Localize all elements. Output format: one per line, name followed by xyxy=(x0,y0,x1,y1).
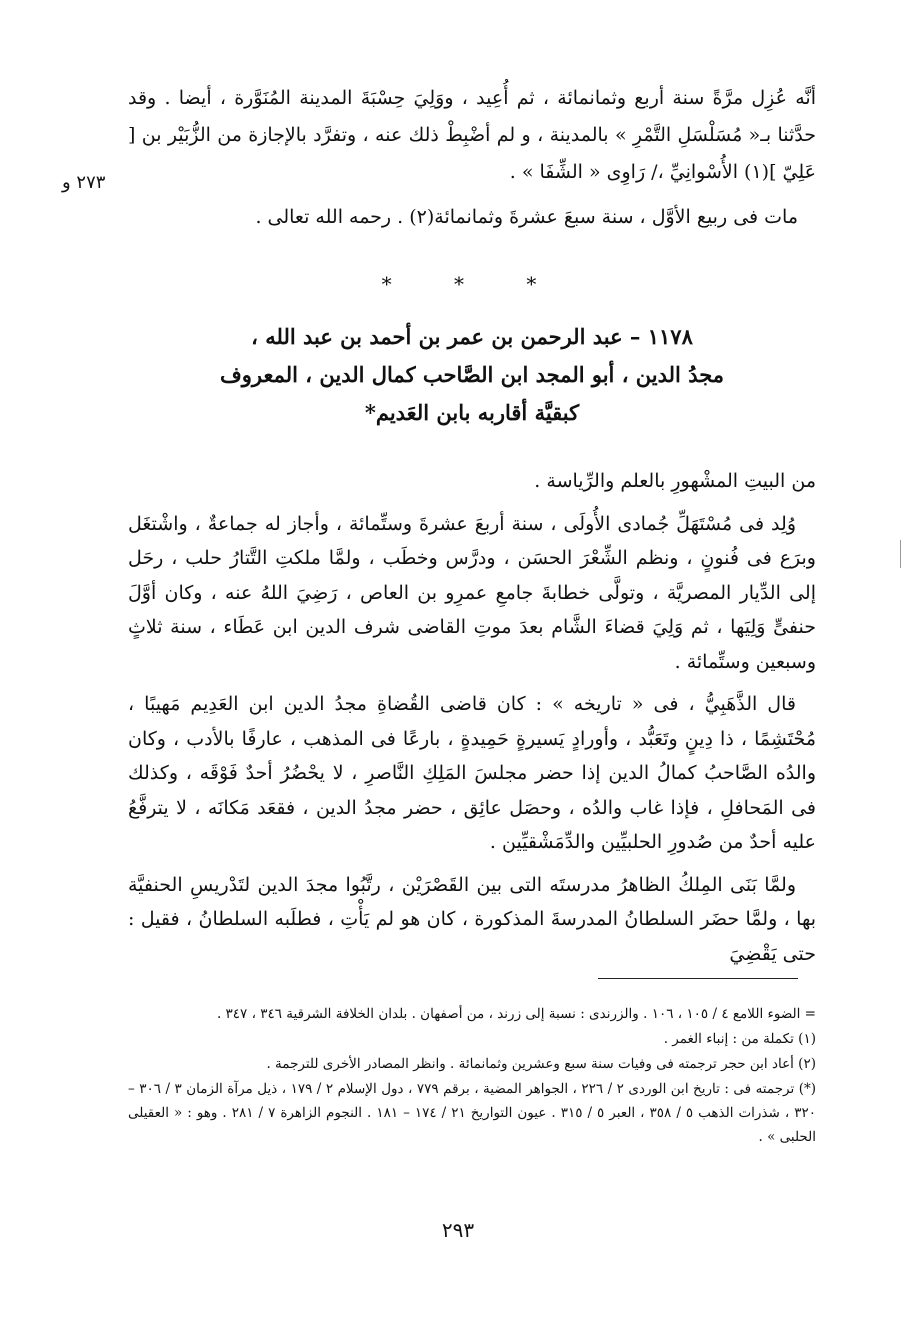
entry-body xyxy=(128,456,816,971)
scan-edge-mark xyxy=(900,540,901,568)
manuscript-folio-reference: ٢٧٣ و xyxy=(62,172,106,193)
footnote-star: (*) ترجمته فى : تاريخ ابن الوردى ٢ / ٢٢٦ ، الجواهر المضية ، برقم ٧٧٩ ، دول الإسلام ٢ / ١٧٩ ، ذيل مرآة الزمان ٣ / ٣٠٦ – ٣٢٠ ، شذرات الذهب ٥ / ٣٥٨ ، العبر ٥ / ٣١٥ . عيون التواريخ ٢١ / ١٧٤ – ١٨١ . النجوم الزاهرة ٧ / ٢٨١ . وهو : « العقيلى الحلبى » . xyxy=(128,1081,816,1145)
paragraph-madrasa: ولمَّا بَنَى المِلكُ الظاهرُ مدرستَه التى بين القَصْرَيْن ، رتَّبُوا مجدَ الدين لتَدْريسِ الحنفيَّة بها ، ولمَّا حضَر السلطانُ المدرسةَ المذكورة ، كان هو لم يَأْتِ ، فطلَبه السلطانُ ، فقيل : حتى يَقْضِيَ xyxy=(128,873,816,965)
previous-entry-continuation xyxy=(128,80,816,236)
entry-heading-line-1: ١١٧٨ – عبد الرحمن بن عمر بن أحمد بن عبد الله ، xyxy=(251,324,693,349)
footnotes xyxy=(128,1002,816,1150)
paragraph-family: من البيتِ المشْهورِ بالعلم والرِّياسة . xyxy=(534,470,816,492)
footnote-continuation: = الضوء اللامع ٤ / ١٠٥ ، ١٠٦ . والزرندى : نسبة إلى زرند ، من أصفهان . بلدان الخلافة الشرقية ٣٤٦ ، ٣٤٧ . xyxy=(216,1006,816,1022)
page-number: ٢٩٣ xyxy=(441,1218,475,1242)
entry-heading-line-3: كبقيَّة أقاربه بابن العَديم* xyxy=(364,400,580,425)
paragraph-birth-career: وُلِد فى مُسْتَهَلِّ جُمادى الأُولَى ، سنة أربعَ عشرةَ وستِّمائة ، وأجاز له جماعةٌ ، واشْتغَل وبرَع فى فُنونٍ ، ونظم الشِّعْرَ الحسَن ، ودرَّس وخطَب ، ولمَّا ملكتِ التَّتارُ حلب ، رحَل إلى الدِّيار المصريَّة ، وتولَّى خطابةَ جامعِ عمرِو بن العاص ، رَضِيَ اللهُ عنه ، وكان أوَّلَ حنفىٍّ وَلِيَها ، ثم وَلِيَ قضاءَ الشَّام بعدَ موتِ القاضى شرف الدين ابن عَطَاء ، سنة ثلاثٍ وسبعين وستِّمائة . xyxy=(128,512,816,673)
entry-heading xyxy=(128,318,816,432)
section-separator: * * * xyxy=(381,272,565,296)
paragraph-dhahabi-quote: قال الذَّهَبِيُّ ، فى « تاريخه » : كان قاضى القُضاةِ مجدُ الدين ابن العَدِيم مَهيبًا ، مُحْتَشِمًا ، ذا دِينٍ وتَعَبُّد ، وأورادٍ يَسيرةٍ حَمِيدةٍ ، بارعًا فى المذهب ، عارفًا بالأدب ، وكان والدُه الصَّاحبُ كمالُ الدين إذا حضر مجلسَ المَلِكِ النَّاصرِ ، لا يحْضُرُ أحدٌ فَوْقَه ، وكذلك فى المَحافلِ ، فإذا غاب والدُه ، وحصَل عائِق ، حضر مجدُ الدين ، فقعَد مَكانَه ، لا يترفَّعُ عليه أحدٌ من صُدورِ الحلبيِّين والدِّمَشْقيِّين . xyxy=(128,693,816,853)
death-date-line: مات فى ربيع الأوَّل ، سنة سبعَ عشرةَ وثمانمائة(٢) . رحمه الله تعالى . xyxy=(255,206,798,228)
footnote-rule xyxy=(598,978,798,979)
footnote-1: (١) تكملة من : إنباء الغمر . xyxy=(663,1031,816,1047)
footnote-2: (٢) أعاد ابن حجر ترجمته فى وفيات سنة سبع وعشرين وثمانمائة . وانظر المصادر الأخرى للترجمة . xyxy=(266,1056,816,1072)
entry-heading-line-2: مجدُ الدين ، أبو المجد ابن الصَّاحب كمال الدين ، المعروف xyxy=(219,362,725,387)
previous-entry-text: أنَّه عُزِل مرَّةً سنة أربع وثمانمائة ، ثم أُعِيد ، ووَلِيَ حِسْبَةَ المدينة المُنَوَّرة ، أيضا . وقد حدَّثنا بـ« مُسَلْسَلِ التَّمْرِ » بالمدينة ، و لم أضْبِطْ ذلك عنه ، وتفرَّد بالإجازة من الزُّبَيْر بن [ عَلِيّ ](١) الأُسْوانِيِّ ،/ رَاوِى « الشِّفَا » . xyxy=(128,87,816,183)
